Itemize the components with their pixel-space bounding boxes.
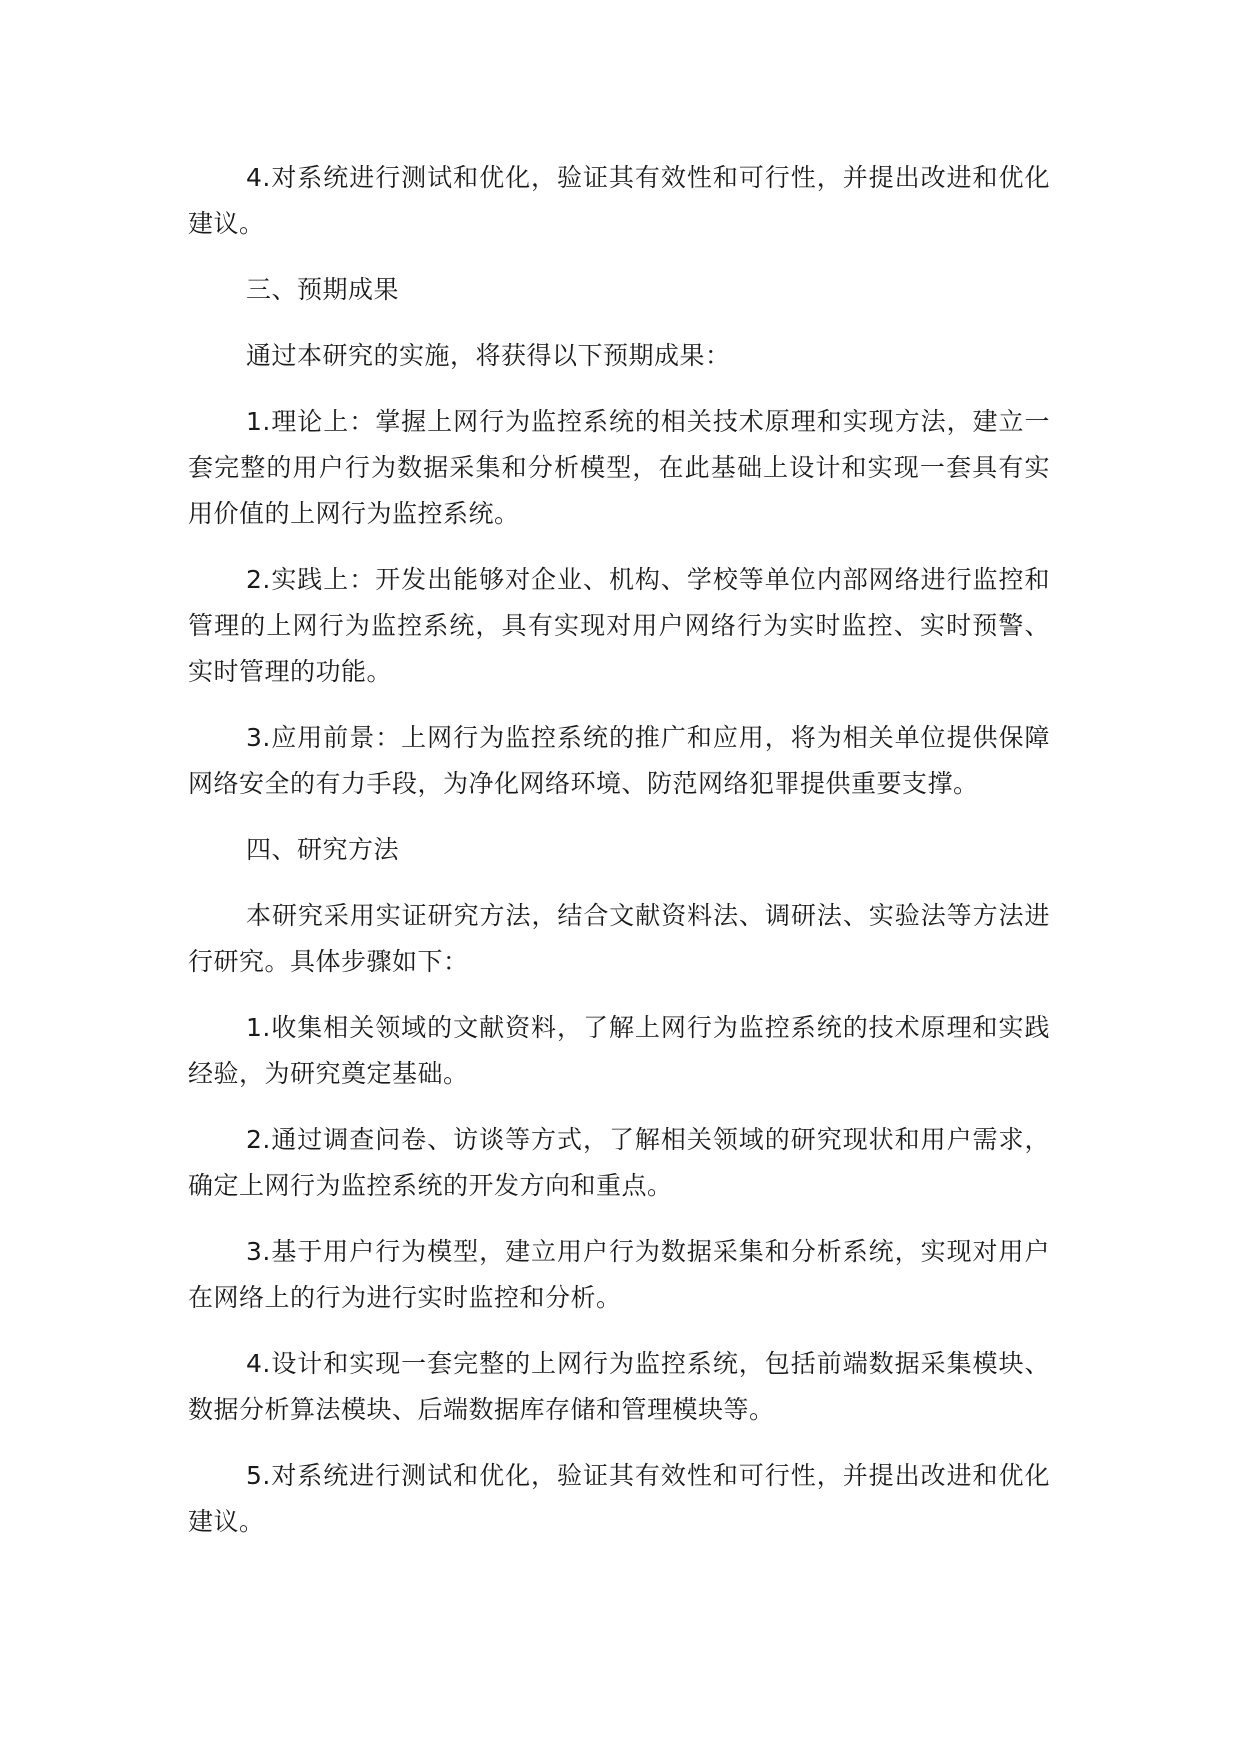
paragraph-result-theory: 1.理论上：掌握上网行为监控系统的相关技术原理和实现方法，建立一套完整的用户行为数据采集和分析模型，在此基础上设计和实现一套具有实用价值的上网行为监控系统。	[188, 407, 1050, 528]
paragraph-result-practice: 2.实践上：开发出能够对企业、机构、学校等单位内部网络进行监控和管理的上网行为监控系统，具有实现对用户网络行为实时监控、实时预警、实时管理的功能。	[188, 565, 1050, 686]
paragraph-methods-intro: 本研究采用实证研究方法，结合文献资料法、调研法、实验法等方法进行研究。具体步骤如下：	[188, 901, 1050, 976]
section-heading-research-methods: 四、研究方法	[246, 835, 400, 864]
paragraph-result-application: 3.应用前景：上网行为监控系统的推广和应用，将为相关单位提供保障网络安全的有力手段，为净化网络环境、防范网络犯罪提供重要支撑。	[188, 723, 1050, 798]
paragraph-item-4-testing: 4.对系统进行测试和优化，验证其有效性和可行性，并提出改进和优化建议。	[188, 163, 1050, 238]
document-body	[188, 155, 1050, 1565]
paragraph-step-5: 5.对系统进行测试和优化，验证其有效性和可行性，并提出改进和优化建议。	[188, 1461, 1050, 1536]
paragraph-step-3: 3.基于用户行为模型，建立用户行为数据采集和分析系统，实现对用户在网络上的行为进行实时监控和分析。	[188, 1237, 1050, 1312]
section-heading-expected-results: 三、预期成果	[246, 275, 400, 304]
paragraph-step-2: 2.通过调查问卷、访谈等方式，了解相关领域的研究现状和用户需求，确定上网行为监控系统的开发方向和重点。	[188, 1125, 1050, 1200]
paragraph-expected-intro: 通过本研究的实施，将获得以下预期成果：	[246, 341, 731, 370]
paragraph-step-1: 1.收集相关领域的文献资料，了解上网行为监控系统的技术原理和实践经验，为研究奠定基础。	[188, 1013, 1050, 1088]
paragraph-step-4: 4.设计和实现一套完整的上网行为监控系统，包括前端数据采集模块、数据分析算法模块、后端数据库存储和管理模块等。	[188, 1349, 1050, 1424]
